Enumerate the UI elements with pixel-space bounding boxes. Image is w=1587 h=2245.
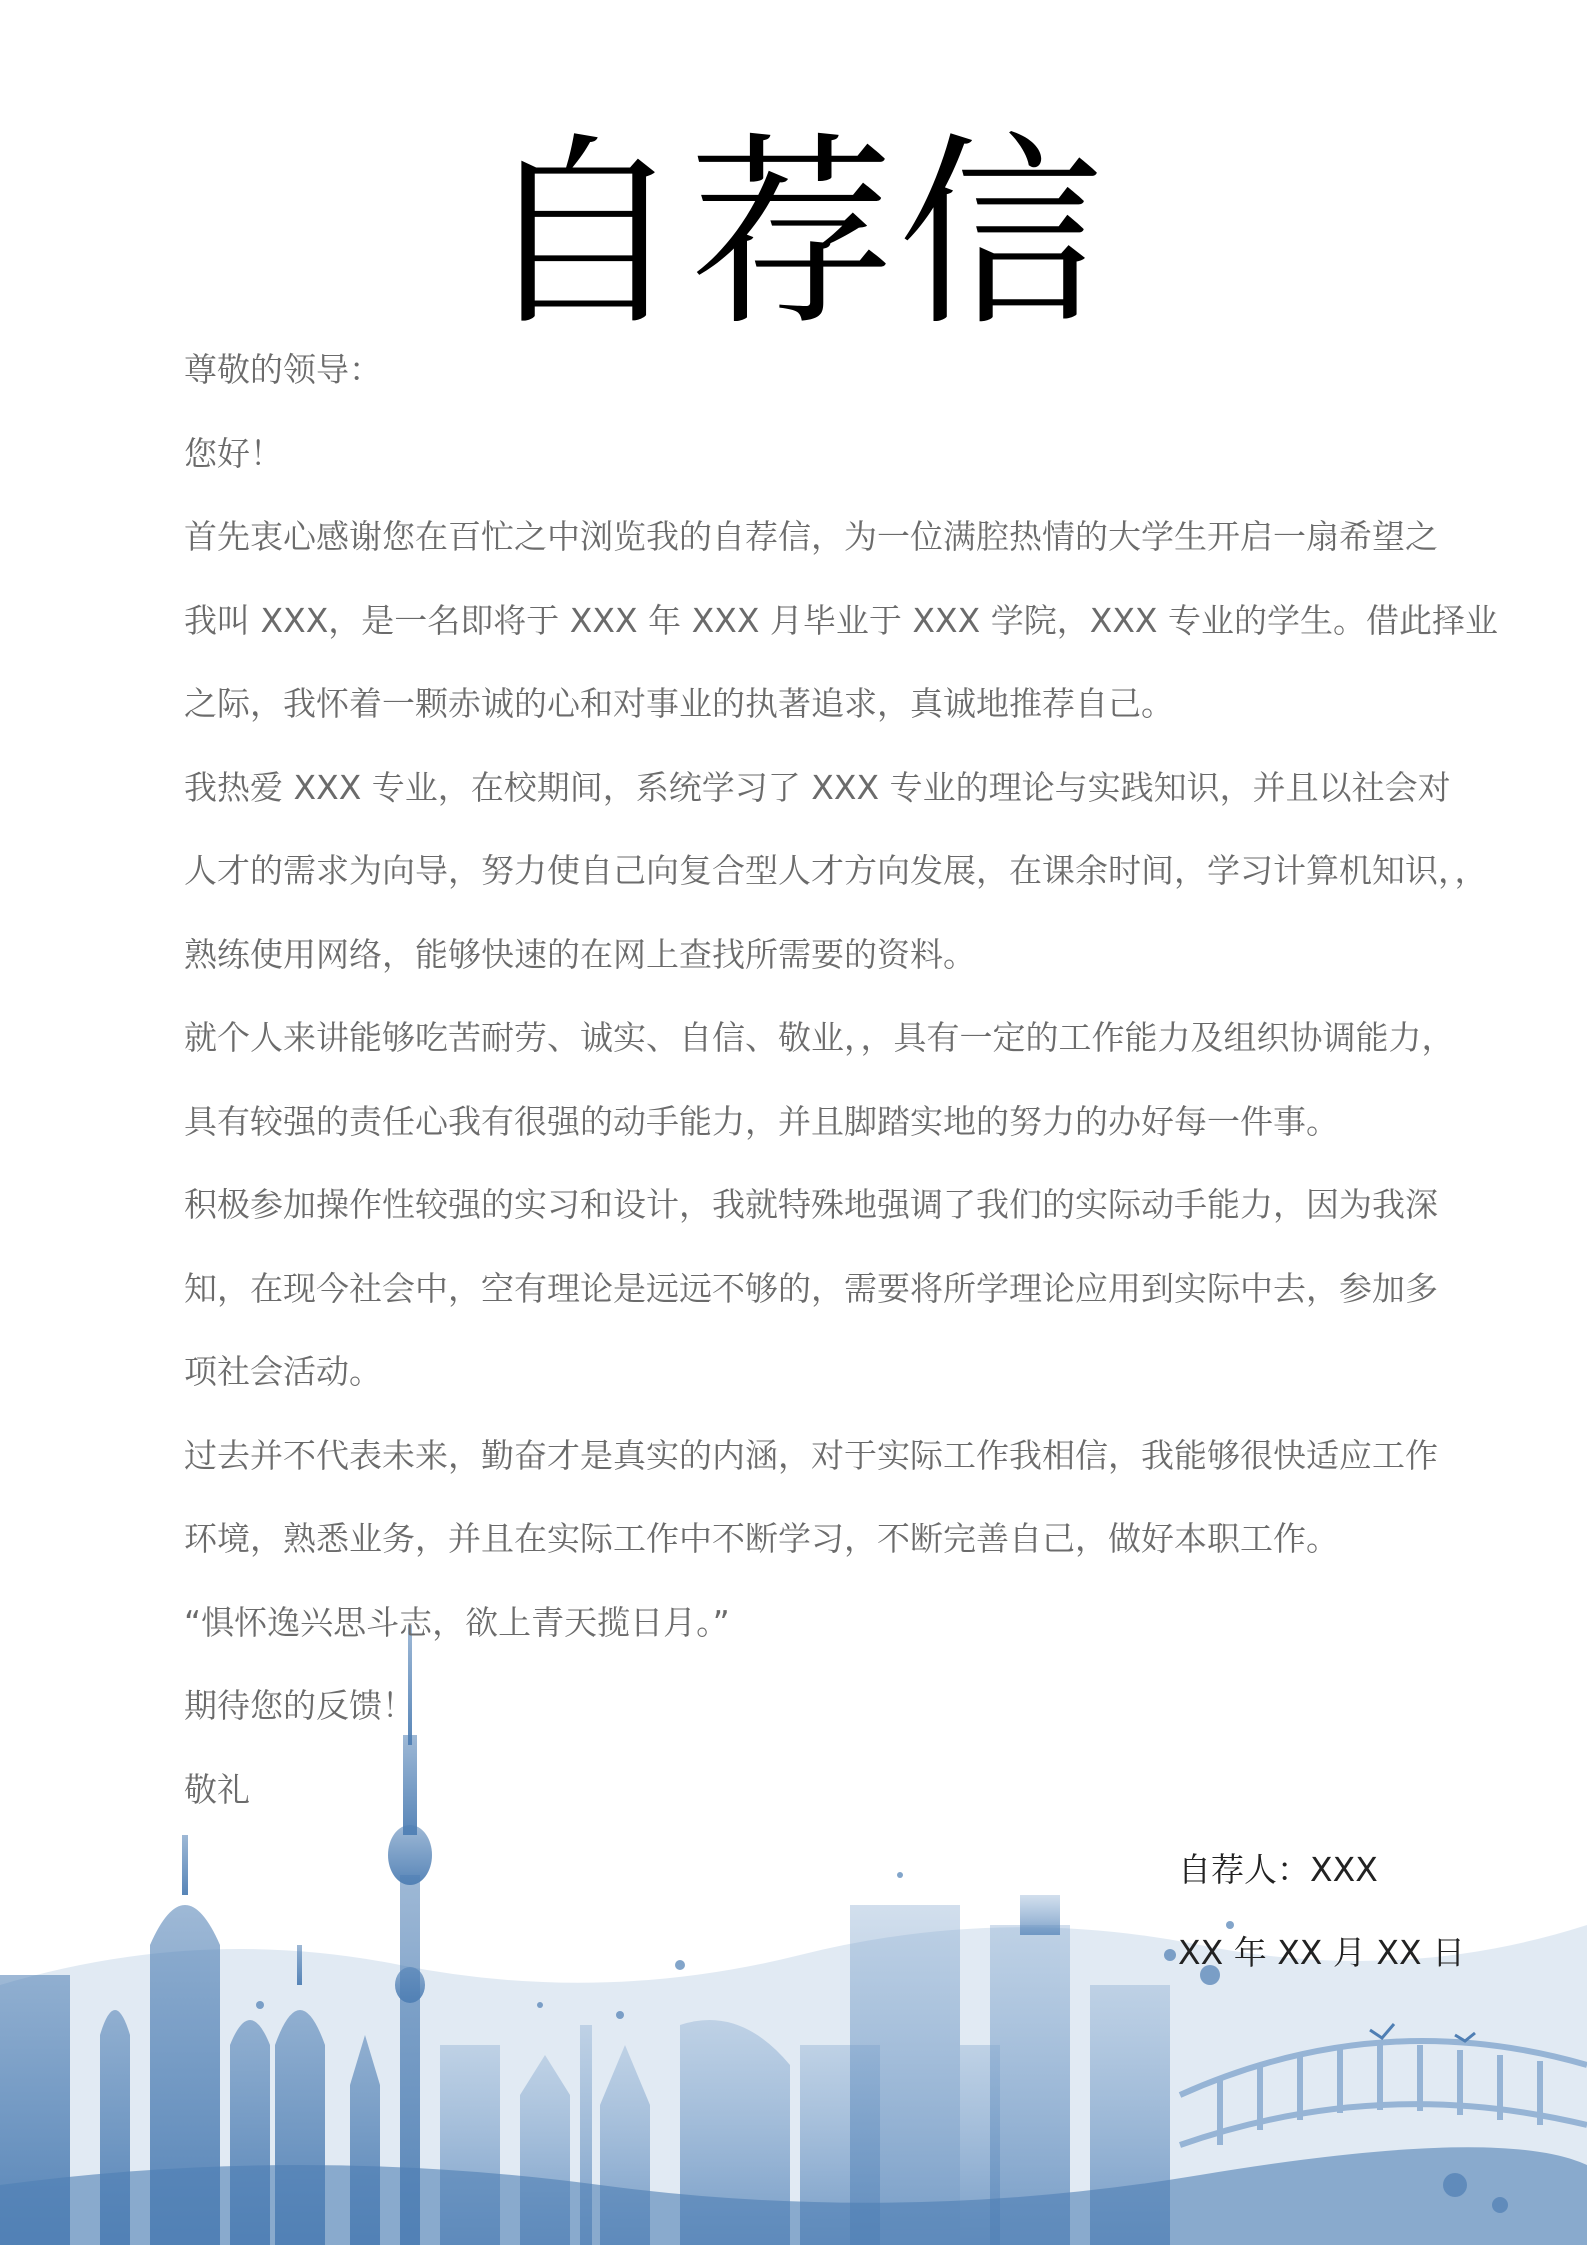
regards-line: 敬礼: [184, 1769, 250, 1809]
body-line: 积极参加操作性较强的实习和设计，我就特殊地强调了我们的实际动手能力，因为我深: [184, 1185, 1438, 1224]
salutation: 尊敬的领导：: [184, 350, 382, 389]
body-line: 之际，我怀着一颗赤诚的心和对事业的执著追求，真诚地推荐自己。: [184, 684, 1174, 723]
body-line: 项社会活动。: [184, 1352, 382, 1391]
body-line: 我叫 XXX，是一名即将于 XXX 年 XXX 月毕业于 XXX 学院，XXX 专业的学生。借此择业: [184, 600, 1499, 640]
body-line: 环境，熟悉业务，并且在实际工作中不断学习，不断完善自己，做好本职工作。: [184, 1519, 1339, 1558]
body-line: 我热爱 XXX 专业，在校期间，系统学习了 XXX 专业的理论与实践知识，并且以社会对: [184, 767, 1451, 807]
page-title: 自荐信: [480, 116, 1107, 354]
body-line: 就个人来讲能够吃苦耐劳、诚实、自信、敬业，，具有一定的工作能力及组织协调能力，: [184, 1018, 1455, 1057]
closing-line: 期待您的反馈！: [184, 1686, 415, 1725]
body-line: 具有较强的责任心我有很强的动手能力，并且脚踏实地的努力的办好每一件事。: [184, 1101, 1339, 1141]
letter-body: [184, 338, 1499, 1841]
signature-name: 自荐人：XXX: [1178, 1850, 1378, 1889]
body-line: 人才的需求为向导，努力使自己向复合型人才方向发展，在课余时间，学习计算机知识，，: [184, 851, 1488, 890]
body-line: 熟练使用网络，能够快速的在网上查找所需要的资料。: [184, 934, 976, 974]
signature-date: XX 年 XX 月 XX 日: [1178, 1933, 1466, 1972]
body-line: 过去并不代表未来，勤奋才是真实的内涵，对于实际工作我相信，我能够很快适应工作: [184, 1435, 1438, 1475]
greeting: 您好！: [184, 433, 283, 473]
body-line: 知，在现今社会中，空有理论是远远不够的，需要将所学理论应用到实际中去，参加多: [184, 1268, 1438, 1308]
quote-line: “惧怀逸兴思斗志，欲上青天揽日月。”: [184, 1602, 730, 1642]
body-line: 首先衷心感谢您在百忙之中浏览我的自荐信，为一位满腔热情的大学生开启一扇希望之: [184, 517, 1438, 556]
